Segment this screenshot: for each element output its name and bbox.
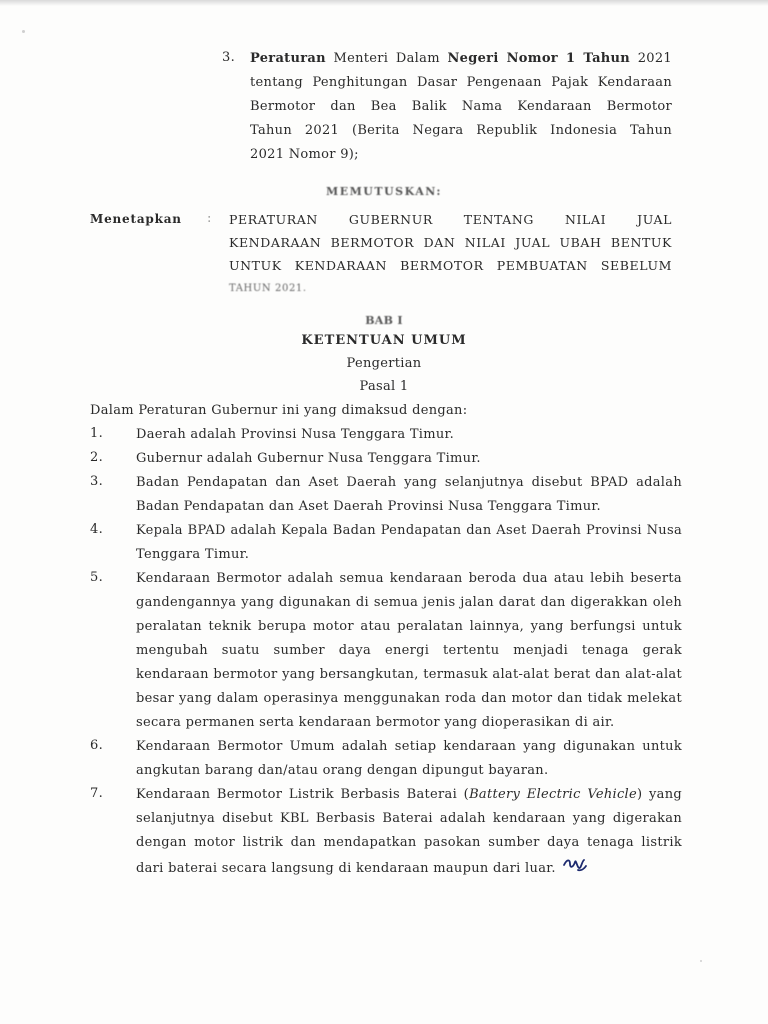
regulation-title-line: TAHUN 2021. <box>229 283 307 294</box>
chapter-title: KETENTUAN UMUM <box>301 333 467 348</box>
list-item <box>90 471 682 519</box>
section-title: Pengertian <box>346 356 422 371</box>
definition-text: Kepala BPAD adalah Kepala Badan Pendapatan dan Aset Daerah Provinsi Nusa Tenggara Timur. <box>136 523 682 562</box>
definition-text-fragment: Kendaraan Bermotor Listrik Berbasis Baterai ( <box>136 787 470 802</box>
reference-item-number: 3. <box>222 50 236 65</box>
reference-item-text <box>250 47 672 167</box>
reference-line: tentang Penghitungan Dasar Pengenaan Pajak Kendaraan <box>250 75 672 90</box>
scan-speck <box>700 960 702 962</box>
list-item <box>90 447 682 471</box>
definition-number: 4. <box>90 522 104 537</box>
establish-label: Menetapkan <box>90 212 182 226</box>
reference-bold-term: Negeri Nomor 1 Tahun <box>447 51 631 66</box>
article-number: Pasal 1 <box>359 379 409 394</box>
definition-list <box>90 423 682 882</box>
definition-number: 6. <box>90 738 104 753</box>
list-item <box>90 783 682 882</box>
article-intro: Dalam Peraturan Gubernur ini yang dimaksud dengan: <box>90 403 468 418</box>
paraf-signature-icon <box>562 855 588 882</box>
definition-text: Gubernur adalah Gubernur Nusa Tenggara Timur. <box>136 451 481 466</box>
definition-text: Kendaraan Bermotor Umum adalah setiap kendaraan yang digunakan untuk angkutan barang dan/atau orang dengan dipungut bayaran. <box>136 739 682 778</box>
definition-number: 5. <box>90 570 104 585</box>
definition-text <box>136 783 682 882</box>
definition-text: Badan Pendapatan dan Aset Daerah yang selanjutnya disebut BPAD adalah Badan Pendapatan dan Aset Daerah Provinsi Nusa Tenggara Timur. <box>136 475 682 514</box>
reference-text-fragment: 2021 <box>630 51 672 66</box>
reference-line: Bermotor dan Bea Balik Nama Kendaraan Bermotor <box>250 99 672 114</box>
regulation-title-line: PERATURAN GUBERNUR TENTANG NILAI JUAL <box>229 212 672 227</box>
chapter-number: BAB I <box>365 314 403 327</box>
definition-text: Kendaraan Bermotor adalah semua kendaraan beroda dua atau lebih beserta gandengannya yang digunakan di semua jenis jalan darat dan digerakkan oleh peralatan teknik berupa motor atau peralatan lainnya, yang berfungsi untuk mengubah suatu sumber daya energi tertentu menjadi tenaga gerak kendaraan bermotor yang bersangkutan, termasuk alat-alat berat dan alat-alat besar yang dalam operasinya menggunakan roda dan motor dan tidak melekat secara permanen serta kendaraan bermotor yang dioperasikan di air. <box>136 571 682 730</box>
scan-top-edge <box>0 0 768 6</box>
definition-number: 2. <box>90 450 104 465</box>
definition-number: 3. <box>90 474 104 489</box>
list-item <box>90 519 682 567</box>
regulation-title <box>229 208 672 300</box>
scan-speck <box>22 30 25 33</box>
list-item <box>90 735 682 783</box>
list-item <box>90 423 682 447</box>
reference-line: 2021 Nomor 9); <box>250 147 359 162</box>
establish-colon: : <box>207 211 212 226</box>
definition-number: 1. <box>90 426 104 441</box>
definition-text: Daerah adalah Provinsi Nusa Tenggara Timur. <box>136 427 455 442</box>
decision-heading: MEMUTUSKAN: <box>326 185 442 198</box>
reference-line: Tahun 2021 (Berita Negara Republik Indonesia Tahun <box>250 123 672 138</box>
definition-italic-term: Battery Electric Vehicle <box>469 787 637 802</box>
regulation-title-line: KENDARAAN BERMOTOR DAN NILAI JUAL UBAH BENTUK <box>229 235 672 250</box>
definition-number: 7. <box>90 786 104 801</box>
reference-bold-term: Peraturan <box>250 51 326 66</box>
regulation-title-line: UNTUK KENDARAAN BERMOTOR PEMBUATAN SEBELUM <box>229 258 672 273</box>
list-item <box>90 567 682 735</box>
definition-text-fragment: ) yang selanjutnya disebut KBL Berbasis Baterai adalah kendaraan yang digerakan dengan motor listrik dan mendapatkan pasokan sumber daya tenaga listrik dari baterai secara langsung di kendaraan maupun dari luar. <box>136 787 683 876</box>
reference-text-fragment: Menteri Dalam <box>325 51 448 66</box>
reference-line <box>250 47 672 71</box>
